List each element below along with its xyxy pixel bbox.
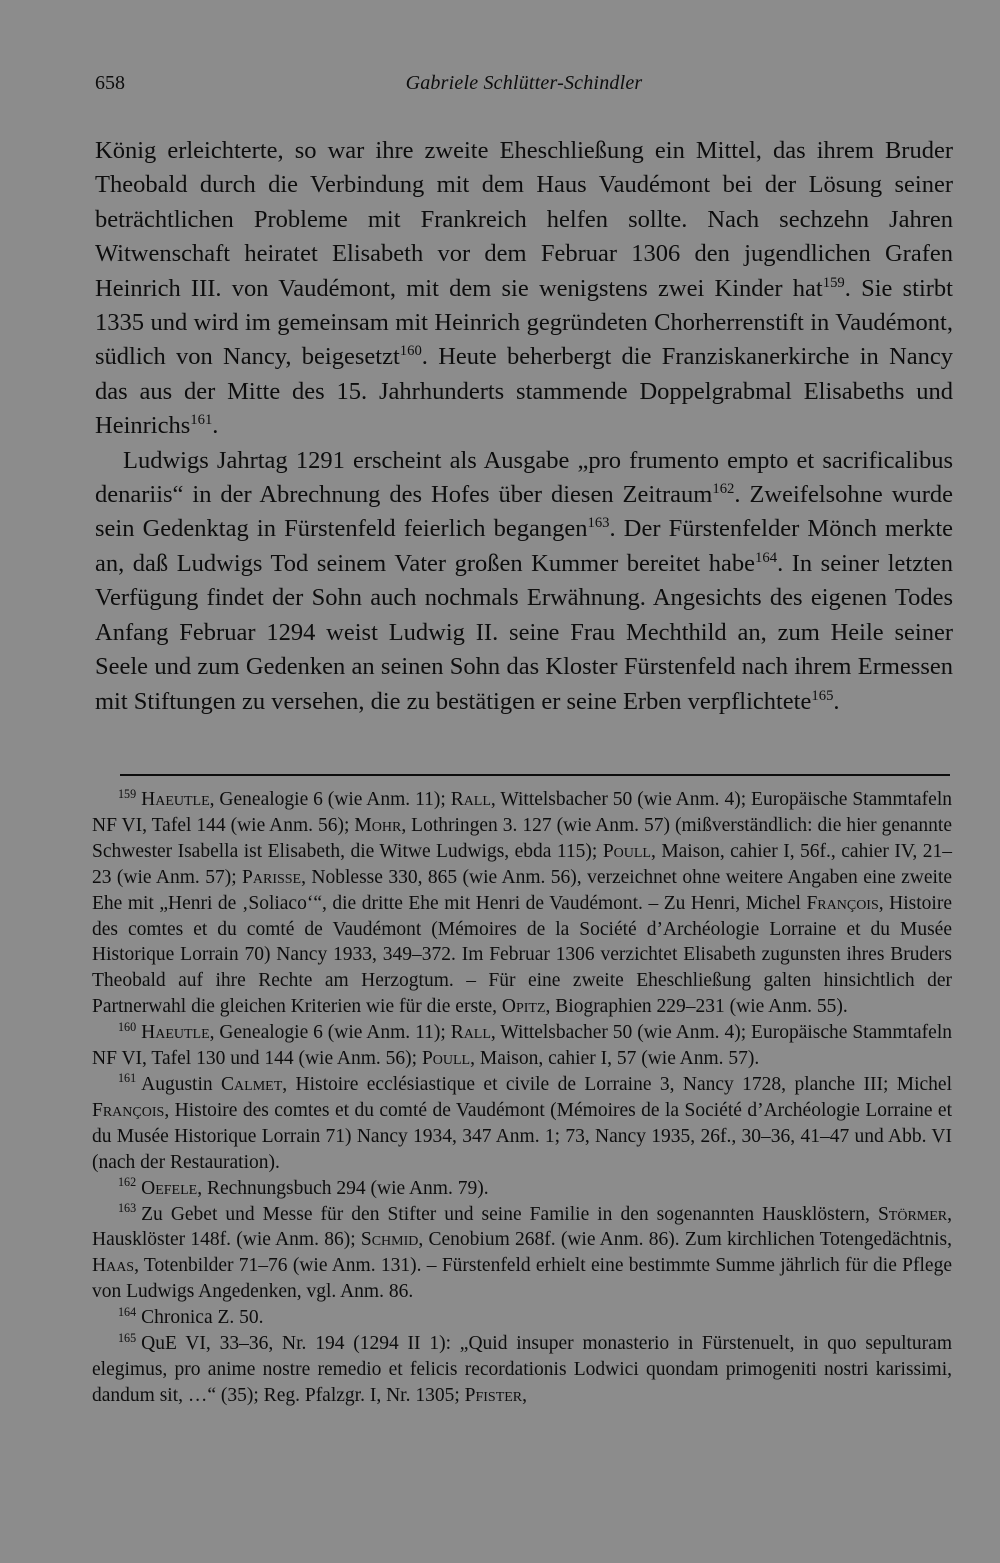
footnote-number: 159 (118, 786, 137, 801)
footnote-text: , Wittelsbacher 50 (wie Anm. 4); Europäische Stammtafeln NF VI, Tafel 144 (wie Anm. 56); (92, 789, 952, 836)
author-name: Poull (602, 840, 651, 862)
body-text-run: . Der Fürstenfelder Mönch merkte an, daß Ludwigs Tod seinem Vater großen Kummer bereitet habe (95, 515, 954, 577)
footnote-text: , Hausklöster 148f. (wie Anm. 86); (92, 1203, 952, 1251)
footnote-text: QuE VI, 33–36, Nr. 194 (1294 II 1): „Quid insuper monasterio in Fürstenuelt, in quo sepulturam elegimus, pro anime nostre remedio et felicis recordationis Lodwici quondam primogeniti nostri karissimi, dandum sit, …“ (35); Reg. Pfalzgr. I, Nr. 1305; (92, 1333, 952, 1406)
body-text-run: . Sie stirbt 1335 und wird im gemeinsam mit Heinrich gegründeten Chorherrenstift in Vaudémont, südlich von Nancy, beigesetzt (95, 274, 953, 371)
body-text-run: . (833, 687, 840, 715)
author-name: Poull (421, 1048, 471, 1070)
body-text-run: Ludwigs Jahrtag 1291 erscheint als Ausgabe „pro frumento empto et sacrificalibus denariis“ in der Abrechnung des Hofes über diesen Zeitraum (95, 446, 953, 509)
footnote-text: , Totenbilder 71–76 (wie Anm. 131). – Fürstenfeld erhielt eine bestimmte Summe jährlich für die Pflege von Ludwigs Angedenken, vgl. Anm. 86. (92, 1255, 952, 1303)
footnote-number: 161 (118, 1071, 137, 1086)
footnote-ref-162[interactable]: 162 (712, 480, 735, 497)
body-text-run: . In seiner letzten Verfügung findet der Sohn auch nochmals Erwähnung. Angesichts des eigenen Todes Anfang Februar 1294 weist Ludwig II. seine Frau Mechthild an, zum Heile seiner Seele und zum Gedenken an seinen Sohn das Kloster Fürstenfeld nach ihrem Ermessen mit Stiftungen zu versehen, die zu bestätigen er seine Erben verpflichtete (95, 549, 954, 715)
footnote-ref-163[interactable]: 163 (587, 515, 610, 532)
footnote-text: , Biographien 229–231 (wie Anm. 55). (545, 996, 848, 1018)
author-name: Parisse (242, 866, 302, 888)
footnote-ref-161[interactable]: 161 (190, 412, 213, 429)
footnote-ref-160[interactable]: 160 (399, 343, 422, 360)
author-name: Opitz (501, 996, 546, 1018)
footnote-163 (92, 1202, 952, 1306)
author-name: Calmet (221, 1073, 283, 1095)
footnote-text: , Wittelsbacher 50 (wie Anm. 4); Europäische Stammtafeln NF VI, Tafel 130 und 144 (wie Anm. 56); (92, 1022, 952, 1070)
footnote-number: 163 (118, 1201, 137, 1215)
footnote-161 (92, 1072, 952, 1176)
footnote-162 (92, 1176, 952, 1202)
author-name: Rall (450, 789, 491, 810)
footnote-text: Zu Gebet und Messe für den Stifter und seine Familie in den sogenannten Hausklöstern, (141, 1203, 878, 1225)
footnote-text: , Genealogie 6 (wie Anm. 11); (209, 1022, 451, 1044)
footnote-text: , Maison, cahier I, 56f., cahier IV, 21–23 (wie Anm. 57); (92, 840, 952, 888)
author-name: François (92, 1099, 165, 1121)
footnote-159 (92, 787, 952, 1020)
footnote-text: Chronica Z. 50. (141, 1307, 264, 1329)
body-text-run: . (212, 412, 219, 440)
body-text-run: König erleichterte, so war ihre zweite Eheschließung ein Mittel, das ihrem Bruder Theobald durch die Verbindung mit dem Haus Vaudémont bei der Lösung seiner beträchtlichen Probleme mit Frankreich helfen sollte. Nach sechzehn Jahren Witwenschaft heiratet Elisabeth vor dem Februar 1306 den jugendlichen Grafen Heinrich III. von Vaudémont, mit dem sie wenigstens zwei Kinder hat (95, 137, 953, 302)
footnote-number: 165 (118, 1330, 137, 1345)
footnote-ref-164[interactable]: 164 (755, 549, 778, 566)
footnote-text: , Maison, cahier I, 57 (wie Anm. 57). (470, 1048, 760, 1070)
footnote-text: Augustin (141, 1073, 222, 1095)
author-name: Haeutle (141, 1022, 210, 1044)
author-name: Haeutle (141, 789, 210, 810)
page-header (95, 72, 953, 102)
footnote-text: , Noblesse 330, 865 (wie Anm. 56), verzeichnet ohne weitere Angaben eine zweite Ehe mit „Henri de ‚Soliaco‘“, die dritte Ehe mit Henri de Vaudémont. – Zu Henri, Michel (92, 866, 952, 914)
footnote-text: , (522, 1384, 528, 1406)
author-name: Schmid (360, 1229, 419, 1251)
footnote-text: , Cenobium 268f. (wie Anm. 86). Zum kirchlichen Totengedächtnis, (418, 1229, 952, 1251)
body-text-run: . Heute beherbergt die Franziskanerkirche in Nancy das aus der Mitte des 15. Jahrhunderts stammende Doppelgrabmal Elisabeths und Heinrichs (95, 343, 954, 440)
footnote-text: , Rechnungsbuch 294 (wie Anm. 79). (197, 1177, 489, 1199)
body-paragraph-1 (95, 134, 953, 444)
author-name: Mohr (354, 814, 402, 836)
running-head: Gabriele Schlütter-Schindler (405, 72, 643, 94)
author-name: Pfister (464, 1384, 523, 1406)
footnote-number: 162 (118, 1175, 137, 1190)
footnote-164 (92, 1305, 952, 1331)
footnote-160 (92, 1020, 952, 1072)
footnote-ref-165[interactable]: 165 (811, 687, 834, 704)
author-name: François (806, 892, 879, 914)
footnote-text: , Lothringen 3. 127 (wie Anm. 57) (mißverständlich: die hier genannte Schwester Isabella ist Elisabeth, die Witwe Ludwigs, ebda 115); (92, 814, 952, 862)
page-number: 658 (95, 72, 125, 94)
main-text (95, 134, 953, 719)
body-paragraph-2 (95, 444, 953, 719)
footnote-text: , Histoire des comtes et du comté de Vaudémont (Mémoires de la Société d’Archéologie Lorraine et du Musée Historique Lorrain 71) Nancy 1934, 347 Anm. 1; 73, Nancy 1935, 26f., 30–36, 41–47 und Abb. VI (nach der Restauration). (92, 1099, 952, 1173)
footnote-text: , Histoire ecclésiastique et civile de Lorraine 3, Nancy 1728, planche III; Michel (282, 1073, 952, 1095)
footnote-text: , Genealogie 6 (wie Anm. 11); (209, 789, 451, 810)
footnote-separator (120, 774, 950, 776)
footnote-165 (92, 1331, 952, 1409)
author-name: Oefele (141, 1177, 198, 1199)
author-name: Rall (450, 1022, 491, 1044)
footnote-ref-159[interactable]: 159 (822, 274, 845, 291)
author-name: Störmer (877, 1203, 948, 1225)
body-text-run: . Zweifelsohne wurde sein Gedenktag in Fürstenfeld feierlich begangen (95, 481, 953, 543)
footnote-number: 164 (118, 1304, 137, 1319)
footnotes (92, 787, 952, 1409)
author-name: Haas (92, 1255, 135, 1277)
footnote-text: , Histoire des comtes et du comté de Vaudémont (Mémoires de la Société d’Archéologie Lorraine et du Musée Historique Lorrain 70) Nancy 1933, 349–372. Im Februar 1306 verzichtet Elisabeth zugunsten ihres Bruders Theobald auf ihre Rechte am Herzogtum. – Für eine zweite Eheschließung galten hinsichtlich der Partnerwahl die gleichen Kriterien wie für die erste, (92, 892, 952, 1018)
footnote-number: 160 (118, 1019, 137, 1034)
